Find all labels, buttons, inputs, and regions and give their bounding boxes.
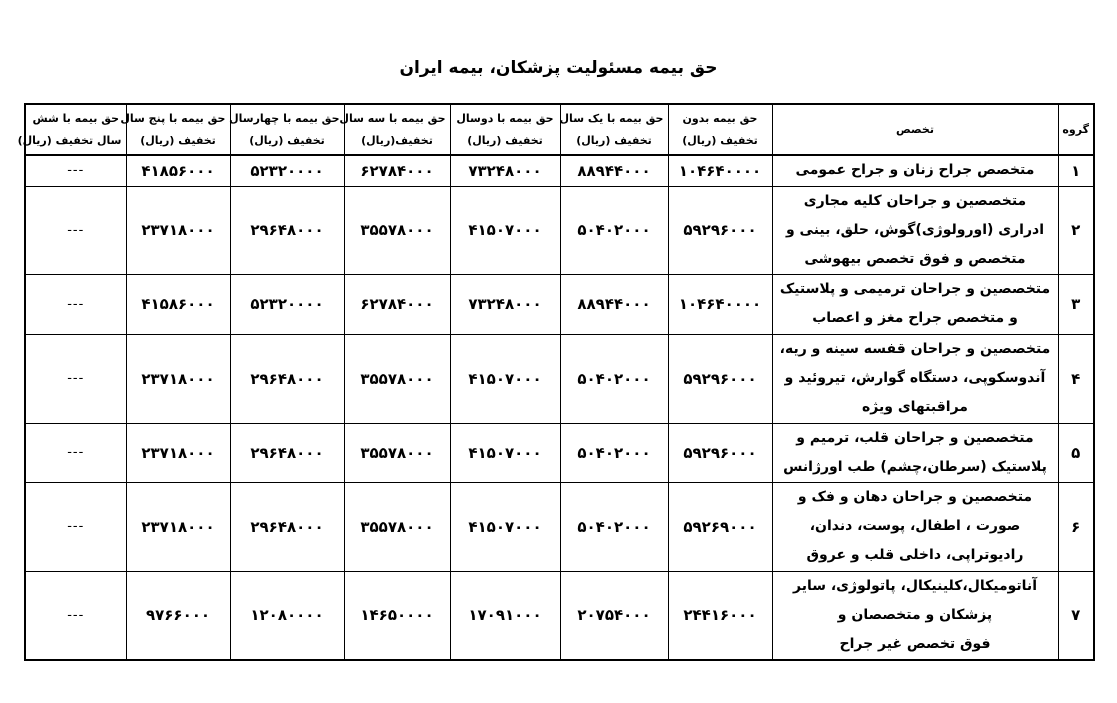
header-two-year: حق بیمه با دوسال تخفیف (ریال) — [450, 104, 560, 155]
rate-no-discount: ۵۹۲۶۹۰۰۰ — [668, 482, 772, 571]
rate-one-year: ۸۸۹۴۴۰۰۰ — [560, 274, 668, 334]
rate-four-year: ۵۲۳۲۰۰۰۰ — [230, 155, 344, 186]
rate-two-year: ۱۷۰۹۱۰۰۰ — [450, 571, 560, 660]
rate-no-discount: ۱۰۴۶۴۰۰۰۰ — [668, 274, 772, 334]
page-title: حق بیمه مسئولیت پزشکان، بیمه ایران — [399, 58, 718, 78]
rate-two-year: ۴۱۵۰۷۰۰۰ — [450, 423, 560, 482]
table-row — [25, 334, 1094, 423]
header-row — [25, 104, 1094, 155]
rate-five-year: ۲۳۷۱۸۰۰۰ — [126, 186, 230, 274]
header-six-year: حق بیمه با شش سال تخفیف (ریال) — [25, 104, 126, 155]
rate-no-discount: ۱۰۴۶۴۰۰۰۰ — [668, 155, 772, 186]
table-row — [25, 423, 1094, 482]
rate-four-year: ۲۹۶۴۸۰۰۰ — [230, 482, 344, 571]
specialty-cell: متخصص جراح زنان و جراح عمومی — [772, 155, 1058, 186]
rate-no-discount: ۵۹۲۹۶۰۰۰ — [668, 334, 772, 423]
group-number: ۷ — [1058, 571, 1094, 660]
table-row — [25, 571, 1094, 660]
rate-six-year: --- — [25, 334, 126, 423]
specialty-cell: متخصصین و جراحان ترمیمی و پلاستیک و متخصص جراح مغز و اعصاب — [772, 274, 1058, 334]
group-number: ۲ — [1058, 186, 1094, 274]
rate-one-year: ۵۰۴۰۲۰۰۰ — [560, 423, 668, 482]
specialty-cell: متخصصین و جراحان قلب، ترمیم و پلاستیک (سرطان،چشم) طب اورژانس — [772, 423, 1058, 482]
specialty-cell: متخصصین و جراحان قفسه سینه و ریه، آندوسکوپی، دستگاه گوارش، تیروئید و مراقبتهای ویژه — [772, 334, 1058, 423]
rate-six-year: --- — [25, 274, 126, 334]
header-five-year: حق بیمه با پنج سال تخفیف (ریال) — [126, 104, 230, 155]
header-group: گروه — [1058, 104, 1094, 155]
rate-one-year: ۸۸۹۴۴۰۰۰ — [560, 155, 668, 186]
group-number: ۴ — [1058, 334, 1094, 423]
rate-three-year: ۱۴۶۵۰۰۰۰ — [344, 571, 450, 660]
rate-no-discount: ۲۴۴۱۶۰۰۰ — [668, 571, 772, 660]
specialty-cell: آناتومیکال،کلینیکال، پاتولوژی، سایر پزشکان و متخصصان و فوق تخصص غیر جراح — [772, 571, 1058, 660]
group-number: ۵ — [1058, 423, 1094, 482]
table-row — [25, 274, 1094, 334]
rate-four-year: ۲۹۶۴۸۰۰۰ — [230, 334, 344, 423]
group-number: ۱ — [1058, 155, 1094, 186]
rate-one-year: ۵۰۴۰۲۰۰۰ — [560, 186, 668, 274]
rate-three-year: ۶۲۷۸۴۰۰۰ — [344, 155, 450, 186]
header-four-year: حق بیمه با چهارسال تخفیف (ریال) — [230, 104, 344, 155]
rate-four-year: ۲۹۶۴۸۰۰۰ — [230, 423, 344, 482]
rate-five-year: ۴۱۵۸۶۰۰۰ — [126, 274, 230, 334]
rate-no-discount: ۵۹۲۹۶۰۰۰ — [668, 186, 772, 274]
table-row — [25, 482, 1094, 571]
specialty-cell: متخصصین و جراحان دهان و فک و صورت ، اطفال، پوست، دندان، رادیوتراپی، داخلی قلب و عروق — [772, 482, 1058, 571]
rate-one-year: ۵۰۴۰۲۰۰۰ — [560, 482, 668, 571]
rate-six-year: --- — [25, 482, 126, 571]
group-number: ۳ — [1058, 274, 1094, 334]
rate-three-year: ۳۵۵۷۸۰۰۰ — [344, 186, 450, 274]
group-number: ۶ — [1058, 482, 1094, 571]
rate-six-year: --- — [25, 186, 126, 274]
rate-three-year: ۳۵۵۷۸۰۰۰ — [344, 423, 450, 482]
table-row — [25, 155, 1094, 186]
header-three-year: حق بیمه با سه سال تخفیف(ریال) — [344, 104, 450, 155]
rate-five-year: ۴۱۸۵۶۰۰۰ — [126, 155, 230, 186]
rate-no-discount: ۵۹۲۹۶۰۰۰ — [668, 423, 772, 482]
rate-five-year: ۲۳۷۱۸۰۰۰ — [126, 423, 230, 482]
rate-five-year: ۲۳۷۱۸۰۰۰ — [126, 482, 230, 571]
rate-three-year: ۳۵۵۷۸۰۰۰ — [344, 334, 450, 423]
rate-six-year: --- — [25, 423, 126, 482]
header-specialty: تخصص — [772, 104, 1058, 155]
rate-one-year: ۵۰۴۰۲۰۰۰ — [560, 334, 668, 423]
rate-four-year: ۲۹۶۴۸۰۰۰ — [230, 186, 344, 274]
rate-six-year: --- — [25, 155, 126, 186]
rate-five-year: ۹۷۶۶۰۰۰ — [126, 571, 230, 660]
rate-four-year: ۱۲۰۸۰۰۰۰ — [230, 571, 344, 660]
rate-one-year: ۲۰۷۵۴۰۰۰ — [560, 571, 668, 660]
rate-three-year: ۳۵۵۷۸۰۰۰ — [344, 482, 450, 571]
rate-two-year: ۷۳۲۴۸۰۰۰ — [450, 155, 560, 186]
table-row — [25, 186, 1094, 274]
rate-two-year: ۴۱۵۰۷۰۰۰ — [450, 334, 560, 423]
rate-four-year: ۵۲۳۲۰۰۰۰ — [230, 274, 344, 334]
insurance-rate-table — [17, 103, 1095, 661]
rate-five-year: ۲۳۷۱۸۰۰۰ — [126, 334, 230, 423]
rate-two-year: ۴۱۵۰۷۰۰۰ — [450, 186, 560, 274]
rate-two-year: ۷۳۲۴۸۰۰۰ — [450, 274, 560, 334]
rate-three-year: ۶۲۷۸۴۰۰۰ — [344, 274, 450, 334]
header-one-year: حق بیمه با یک سال تخفیف (ریال) — [560, 104, 668, 155]
rate-two-year: ۴۱۵۰۷۰۰۰ — [450, 482, 560, 571]
specialty-cell: متخصصین و جراحان کلیه مجاری ادراری (اورولوژی)گوش، حلق، بینی و متخصص و فوق تخصص بیهوشی — [772, 186, 1058, 274]
rate-six-year: --- — [25, 571, 126, 660]
header-no-discount: حق بیمه بدون تخفیف (ریال) — [668, 104, 772, 155]
